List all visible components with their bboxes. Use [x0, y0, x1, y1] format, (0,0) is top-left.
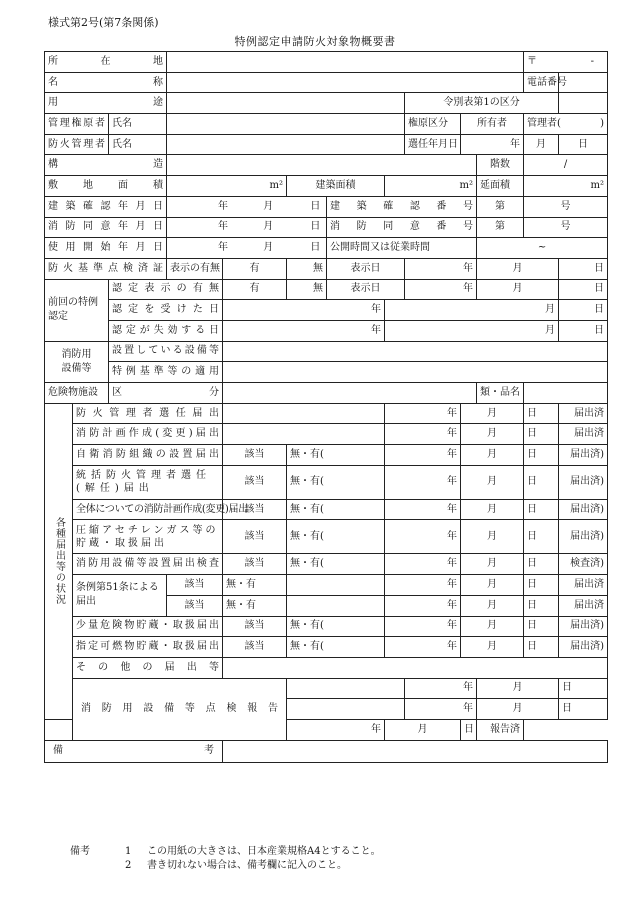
- status-item-label: 圧縮アセチレンガス等の貯蔵・取扱届出: [73, 520, 223, 554]
- equipment-label: 消防用設備等: [45, 341, 109, 382]
- status-d[interactable]: 日: [524, 616, 559, 637]
- hazard-kind-label: 類・品名: [477, 383, 524, 404]
- fire-manager-name-label: 氏名: [109, 134, 167, 155]
- status-other-field[interactable]: [223, 657, 608, 678]
- status-done[interactable]: 届出済): [559, 616, 608, 637]
- site-area-label: 敷地面積: [45, 176, 167, 197]
- row-inspection-3: [45, 719, 608, 740]
- status-yesno[interactable]: 無・有: [223, 595, 287, 616]
- prev-lapsed-y[interactable]: 年: [223, 320, 385, 341]
- admin-close: ): [600, 117, 605, 129]
- status-y[interactable]: 年: [385, 637, 461, 658]
- footnote-text: 書き切れない場合は、備考欄に記入のこと。: [147, 860, 347, 871]
- consent-y: 年: [218, 221, 229, 233]
- fire-manager-name-field[interactable]: [167, 134, 405, 155]
- hazard-div-label: 区分: [109, 383, 223, 404]
- status-applicable[interactable]: 該当: [223, 465, 287, 499]
- inspection-d[interactable]: 日: [559, 699, 608, 720]
- status-yesno[interactable]: 無・有(: [287, 554, 385, 575]
- status-m[interactable]: 月: [461, 465, 524, 499]
- status-row-8a: [45, 575, 608, 596]
- row-start-use: [45, 238, 608, 259]
- status-applicable[interactable]: 該当: [223, 554, 287, 575]
- status-item-label: 条例第51条による届出: [73, 575, 167, 616]
- inspection-d[interactable]: 日: [559, 678, 608, 699]
- confirm-date-label: 建築確認年月日: [45, 196, 167, 217]
- hazard-label: 危険物施設: [45, 383, 109, 404]
- use-class-field[interactable]: [559, 93, 608, 114]
- footnote-label: 備考: [70, 846, 90, 857]
- status-done[interactable]: 検査済): [559, 554, 608, 575]
- inspection-y[interactable]: 年: [287, 719, 385, 740]
- status-row-6: [45, 520, 608, 554]
- status-d[interactable]: 日: [524, 520, 559, 554]
- row-name: [45, 72, 608, 93]
- status-applicable[interactable]: 該当: [167, 575, 223, 596]
- prev-show-m[interactable]: 月: [477, 279, 559, 300]
- fire-std-yes[interactable]: 有: [223, 258, 287, 279]
- status-yesno[interactable]: 無・有(: [287, 637, 385, 658]
- status-d[interactable]: 日: [524, 465, 559, 499]
- status-m[interactable]: 月: [461, 595, 524, 616]
- status-d[interactable]: 日: [524, 575, 559, 596]
- status-y[interactable]: 年: [385, 520, 461, 554]
- status-d[interactable]: 日: [524, 424, 559, 445]
- status-y[interactable]: 年: [385, 499, 461, 520]
- row-hazard: [45, 383, 608, 404]
- floors-label: 階数: [477, 155, 524, 176]
- prev-received-label: 認定を受けた日: [109, 300, 223, 321]
- hours-field[interactable]: ~: [477, 238, 608, 259]
- name-label: 名称: [45, 72, 167, 93]
- fire-std-date-label: 表示日: [327, 258, 405, 279]
- equipment-installed-field[interactable]: [223, 341, 608, 362]
- status-done[interactable]: 届出済): [559, 499, 608, 520]
- row-equipment-installed: [45, 341, 608, 362]
- postal-field[interactable]: [524, 52, 608, 73]
- inspection-m[interactable]: 月: [477, 699, 559, 720]
- status-done[interactable]: 届出済): [559, 465, 608, 499]
- row-fire-consent: [45, 217, 608, 238]
- postal-dash: -: [590, 55, 595, 67]
- manager-label: 管理権原者: [45, 114, 109, 135]
- status-item-label: 消防用設備等設置届出検査: [73, 554, 223, 575]
- row-location: [45, 52, 608, 73]
- row-remarks: [45, 740, 608, 762]
- fire-std-m[interactable]: 月: [477, 258, 559, 279]
- prev-received-y[interactable]: 年: [223, 300, 385, 321]
- start-m: 月: [263, 242, 274, 254]
- row-building-confirm: [45, 196, 608, 217]
- status-row-7: [45, 554, 608, 575]
- status-y[interactable]: 年: [385, 424, 461, 445]
- consent-no-go[interactable]: 号: [524, 217, 608, 238]
- prev-show-label: 認定表示の有無: [109, 279, 223, 300]
- use-field[interactable]: [167, 93, 405, 114]
- phone-label: 電話番号: [524, 72, 559, 93]
- start-date-label: 使用開始年月日: [45, 238, 167, 259]
- status-applicable[interactable]: 該当: [223, 616, 287, 637]
- start-d: 日: [310, 242, 321, 254]
- status-done[interactable]: 届出済: [559, 424, 608, 445]
- location-field[interactable]: [167, 52, 524, 73]
- status-m[interactable]: 月: [461, 520, 524, 554]
- status-y[interactable]: 年: [385, 403, 461, 424]
- row-fire-manager: [45, 134, 608, 155]
- status-m[interactable]: 月: [461, 499, 524, 520]
- status-item-label: 消防計画作成(変更)届出: [73, 424, 223, 445]
- footnote-num: 2: [125, 860, 132, 871]
- name-field[interactable]: [167, 72, 524, 93]
- status-d[interactable]: 日: [524, 403, 559, 424]
- consent-m: 月: [263, 221, 274, 233]
- structure-field[interactable]: [167, 155, 477, 176]
- status-side-label: 各種届出等の状況: [45, 403, 73, 719]
- admin-option[interactable]: [524, 114, 608, 135]
- building-area-field[interactable]: m²: [385, 176, 477, 197]
- summary-form-table: [44, 51, 608, 763]
- status-m[interactable]: 月: [461, 616, 524, 637]
- fire-std-no[interactable]: 無: [287, 258, 327, 279]
- form-number: 様式第2号(第7条関係): [48, 16, 159, 29]
- equipment-special-field[interactable]: [223, 362, 608, 383]
- remarks-label: 備考: [45, 740, 223, 762]
- appoint-month[interactable]: 月: [524, 134, 559, 155]
- inspection-label: 消防用設備等点検報告: [73, 678, 287, 740]
- status-m[interactable]: 月: [461, 575, 524, 596]
- status-applicable[interactable]: 該当: [223, 637, 287, 658]
- inspection-d[interactable]: 日: [461, 719, 477, 740]
- row-prev-show: [45, 279, 608, 300]
- fire-std-d[interactable]: 日: [559, 258, 608, 279]
- admin-text: 管理者(: [527, 117, 561, 129]
- row-inspection-1: [45, 678, 608, 699]
- status-d[interactable]: 日: [524, 554, 559, 575]
- inspection-done[interactable]: 報告済: [477, 719, 524, 740]
- status-y[interactable]: 年: [385, 616, 461, 637]
- total-area-field[interactable]: m²: [524, 176, 608, 197]
- status-row-1: [45, 403, 608, 424]
- confirm-d: 日: [310, 200, 321, 212]
- appoint-day[interactable]: 日: [559, 134, 608, 155]
- prev-show-no[interactable]: 無: [287, 279, 327, 300]
- status-item-label: 統括防火管理者選任(解任)届出: [73, 465, 223, 499]
- status-applicable[interactable]: 該当: [223, 499, 287, 520]
- status-d[interactable]: 日: [524, 499, 559, 520]
- status-m[interactable]: 月: [461, 554, 524, 575]
- floors-field[interactable]: /: [524, 155, 608, 176]
- inspection-y[interactable]: 年: [405, 678, 477, 699]
- status-yesno[interactable]: 無・有(: [287, 445, 385, 466]
- row-prev-lapsed: [45, 320, 608, 341]
- footnote-num: 1: [125, 846, 132, 857]
- prev-received-d[interactable]: 日: [559, 300, 608, 321]
- inspection-m[interactable]: 月: [385, 719, 461, 740]
- hours-label: 公開時間又は従業時間: [327, 238, 477, 259]
- status-m[interactable]: 月: [461, 403, 524, 424]
- status-done[interactable]: 届出済): [559, 637, 608, 658]
- fire-std-label: 防火基準点検済証: [45, 258, 167, 279]
- status-done[interactable]: 届出済: [559, 575, 608, 596]
- site-area-field[interactable]: m²: [167, 176, 287, 197]
- consent-no-label: 消防同意番号: [327, 217, 477, 238]
- status-done[interactable]: 届出済): [559, 445, 608, 466]
- footnote-item: [70, 859, 381, 873]
- start-y: 年: [218, 242, 229, 254]
- status-row-9: [45, 616, 608, 637]
- row-area: [45, 176, 608, 197]
- status-yesno[interactable]: 無・有(: [287, 465, 385, 499]
- status-y[interactable]: 年: [385, 554, 461, 575]
- page-title: 特例認定申請防火対象物概要書: [234, 35, 396, 48]
- status-yesno[interactable]: 無・有(: [287, 616, 385, 637]
- confirm-no-label: 建築確認番号: [327, 196, 477, 217]
- prev-show-d[interactable]: 日: [559, 279, 608, 300]
- status-m[interactable]: 月: [461, 424, 524, 445]
- fire-std-show-label: 表示の有無: [167, 258, 223, 279]
- status-yesno[interactable]: 無・有(: [287, 499, 385, 520]
- confirm-date-field[interactable]: [167, 196, 327, 217]
- status-row-2: [45, 424, 608, 445]
- status-applicable[interactable]: 該当: [223, 445, 287, 466]
- status-y[interactable]: 年: [385, 575, 461, 596]
- total-area-label: 延面積: [477, 176, 524, 197]
- consent-date-label: 消防同意年月日: [45, 217, 167, 238]
- appoint-year[interactable]: 年: [461, 134, 524, 155]
- prev-received-m[interactable]: 月: [385, 300, 559, 321]
- status-item-label: 指定可燃物貯蔵・取扱届出: [73, 637, 223, 658]
- status-row-10: [45, 637, 608, 658]
- consent-no-dai[interactable]: 第: [477, 217, 524, 238]
- inspection-y[interactable]: 年: [405, 699, 477, 720]
- postal-mark: 〒: [527, 55, 538, 67]
- consent-d: 日: [310, 221, 321, 233]
- row-equipment-special: [45, 362, 608, 383]
- row-use: [45, 93, 608, 114]
- equipment-special-label: 特例基準等の適用: [109, 362, 223, 383]
- remarks-field[interactable]: [223, 740, 608, 762]
- location-label: 所在地: [45, 52, 167, 73]
- status-done[interactable]: 届出済): [559, 520, 608, 554]
- use-class-label: 令別表第1の区分: [405, 93, 559, 114]
- status-y[interactable]: 年: [385, 445, 461, 466]
- status-yesno[interactable]: 無・有(: [287, 520, 385, 554]
- inspection-m[interactable]: 月: [477, 678, 559, 699]
- structure-label: 構造: [45, 155, 167, 176]
- status-row-4: [45, 465, 608, 499]
- status-d[interactable]: 日: [524, 595, 559, 616]
- confirm-no-go[interactable]: 号: [524, 196, 608, 217]
- prev-show-yes[interactable]: 有: [223, 279, 287, 300]
- prev-show-date-label: 表示日: [327, 279, 405, 300]
- status-row-3: [45, 445, 608, 466]
- manager-name-field[interactable]: [167, 114, 405, 135]
- status-item-label: 少量危険物貯蔵・取扱届出: [73, 616, 223, 637]
- manager-name-label: 氏名: [109, 114, 167, 135]
- prev-lapsed-d[interactable]: 日: [559, 320, 608, 341]
- consent-date-field[interactable]: [167, 217, 327, 238]
- use-label: 用途: [45, 93, 167, 114]
- fire-manager-label: 防火管理者: [45, 134, 109, 155]
- status-applicable[interactable]: 該当: [223, 520, 287, 554]
- status-row-5: [45, 499, 608, 520]
- appoint-date-label: 選任年月日: [405, 134, 461, 155]
- confirm-m: 月: [263, 200, 274, 212]
- status-item-label: その他の届出等: [73, 657, 223, 678]
- confirm-no-dai[interactable]: 第: [477, 196, 524, 217]
- row-prev-received: [45, 300, 608, 321]
- status-item-label: 防火管理者選任届出: [73, 403, 223, 424]
- footnote-item: [70, 845, 381, 859]
- prev-lapsed-label: 認定が失効する日: [109, 320, 223, 341]
- building-area-label: 建築面積: [287, 176, 385, 197]
- confirm-y: 年: [218, 200, 229, 212]
- status-m[interactable]: 月: [461, 637, 524, 658]
- status-yesno[interactable]: 無・有: [223, 575, 287, 596]
- footnote-text: この用紙の大きさは、日本産業規格A4とすること。: [147, 846, 381, 857]
- status-done[interactable]: 届出済: [559, 403, 608, 424]
- prev-lapsed-m[interactable]: 月: [385, 320, 559, 341]
- start-date-field[interactable]: [167, 238, 327, 259]
- footnotes: [70, 845, 381, 873]
- row-manager: [45, 114, 608, 135]
- status-m[interactable]: 月: [461, 445, 524, 466]
- status-item-label: 自衛消防組織の設置届出: [73, 445, 223, 466]
- status-row-11: [45, 657, 608, 678]
- row-fire-standard: [45, 258, 608, 279]
- hazard-div-field[interactable]: [223, 383, 477, 404]
- prev-show-y[interactable]: 年: [405, 279, 477, 300]
- prev-cert-label: 前回の特例認定: [45, 279, 109, 341]
- status-applicable[interactable]: 該当: [167, 595, 223, 616]
- status-item-label: 全体についての消防計画作成(変更)届出: [73, 499, 223, 520]
- row-structure: [45, 155, 608, 176]
- status-y[interactable]: 年: [385, 465, 461, 499]
- owner-option[interactable]: 所有者: [461, 114, 524, 135]
- status-d[interactable]: 日: [524, 637, 559, 658]
- equipment-installed-label: 設置している設備等: [109, 341, 223, 362]
- status-d[interactable]: 日: [524, 445, 559, 466]
- status-y[interactable]: 年: [385, 595, 461, 616]
- hazard-kind-field[interactable]: [524, 383, 608, 404]
- manager-type-label: 権原区分: [405, 114, 461, 135]
- status-done[interactable]: 届出済: [559, 595, 608, 616]
- fire-std-y[interactable]: 年: [405, 258, 477, 279]
